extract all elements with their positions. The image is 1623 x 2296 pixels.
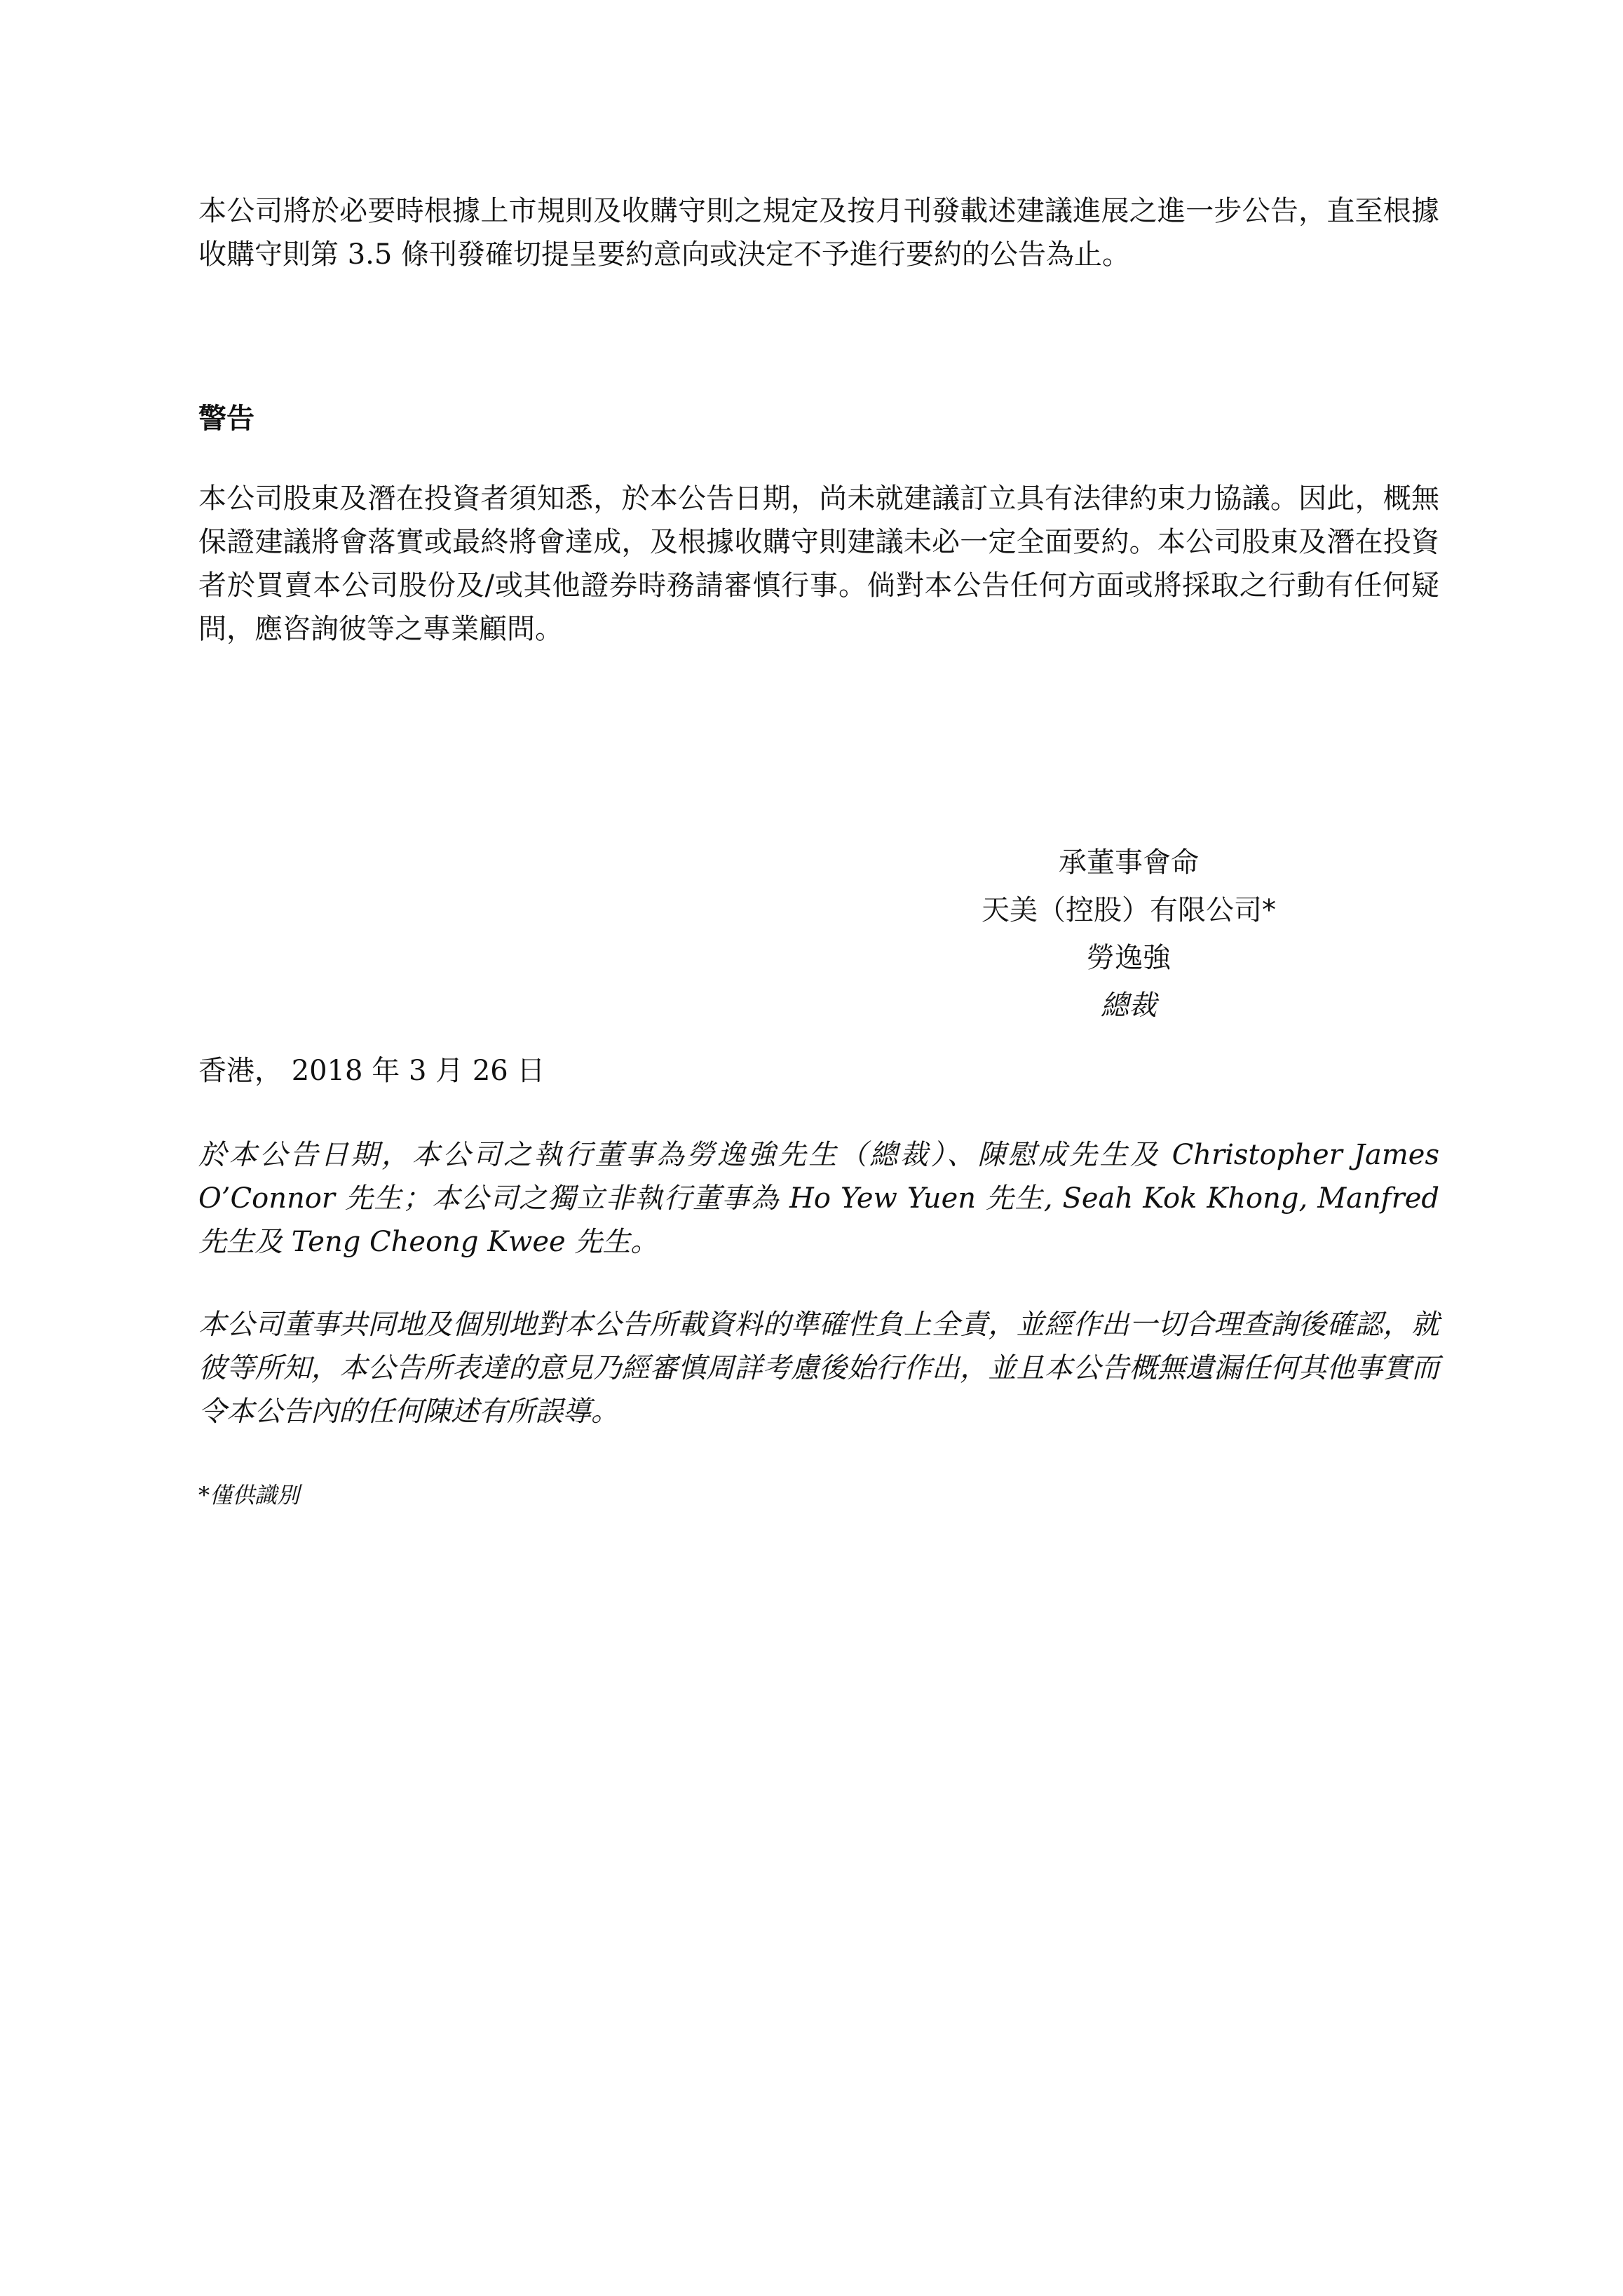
directors-note-block <box>198 1133 1439 1264</box>
warning-body-block <box>198 477 1439 651</box>
signature-block <box>911 839 1346 1029</box>
signature-by-order: 承董事會命 <box>1059 846 1199 879</box>
warning-heading: 警告 <box>198 403 254 435</box>
intro-paragraph-block <box>198 189 1439 276</box>
warning-heading-block <box>198 397 1439 440</box>
responsibility-statement: 本公司董事共同地及個別地對本公告所載資料的準確性負上全責，並經作出一切合理查詢後確認，就彼等所知，本公告所表達的意見乃經審慎周詳考慮後始行作出，並且本公告概無遺漏任何其他事實而令本公告內的任何陳述有所誤導。 <box>198 1309 1439 1428</box>
footnote: *僅供識別 <box>198 1482 300 1508</box>
signature-company: 天美（控股）有限公司* <box>982 894 1276 926</box>
warning-paragraph: 本公司股東及潛在投資者須知悉，於本公告日期，尚未就建議訂立具有法律約束力協議。因此，概無保證建議將會落實或最終將會達成，及根據收購守則建議未必一定全面要約。本公司股東及潛在投資者於買賣本公司股份及/或其他證券時務請審慎行事。倘對本公告任何方面或將採取之行動有任何疑問，應咨詢彼等之專業顧問。 <box>198 482 1439 645</box>
responsibility-statement-block <box>198 1303 1439 1433</box>
place-date: 香港， 2018 年 3 月 26 日 <box>198 1055 545 1087</box>
signature-name: 勞逸強 <box>1087 942 1171 974</box>
signature-title: 總裁 <box>1101 990 1157 1022</box>
place-date-block <box>198 1049 1439 1093</box>
directors-note: 於本公告日期，本公司之執行董事為勞逸強先生（總裁）、陳慰成先生及 Christopher James O’Connor 先生；本公司之獨立非執行董事為 Ho Yew Yuen 先生, Seah Kok Khong, Manfred 先生及 Teng Cheong Kwee 先生。 <box>198 1139 1439 1258</box>
intro-paragraph: 本公司將於必要時根據上市規則及收購守則之規定及按月刊發載述建議進展之進一步公告，直至根據收購守則第 3.5 條刊發確切提呈要約意向或決定不予進行要約的公告為止。 <box>198 195 1439 271</box>
footnote-block <box>198 1478 1439 1512</box>
